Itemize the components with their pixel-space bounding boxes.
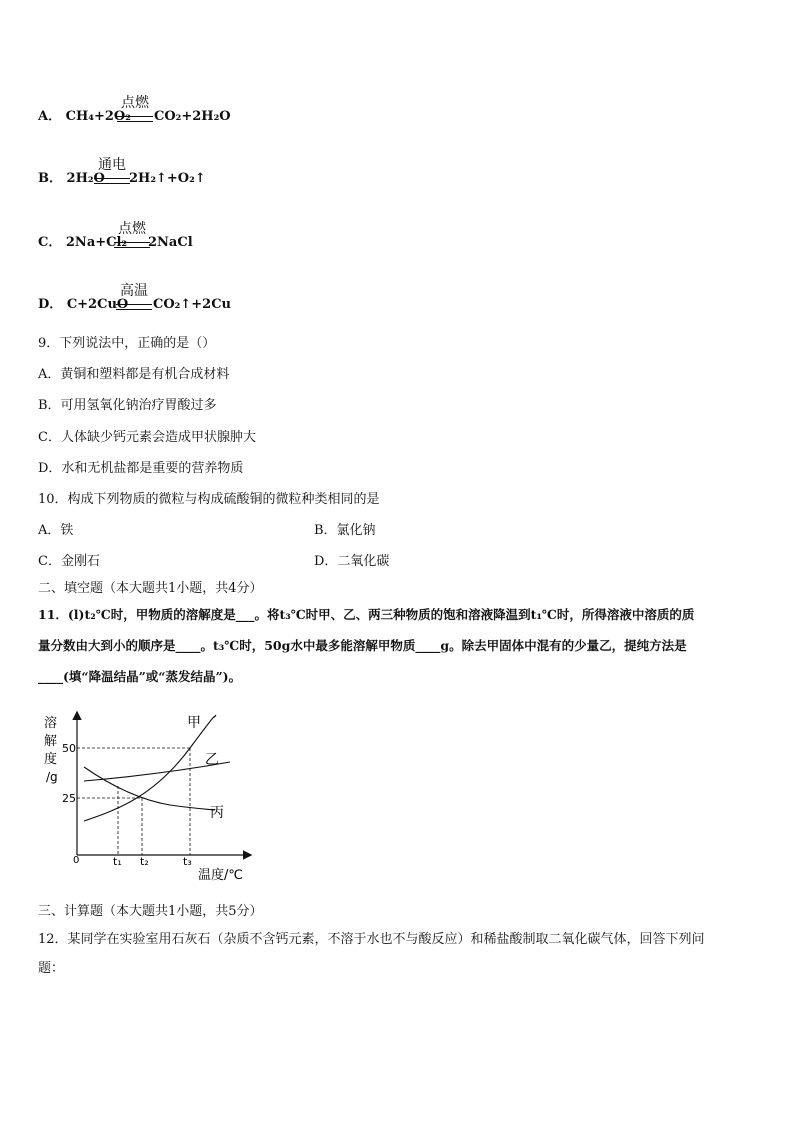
q10-option-a: A．铁: [38, 523, 74, 538]
equation-c-lhs: C． 2Na+Cl₂: [38, 235, 128, 250]
section-heading-calculation: 三、计算题（本大题共1小题，共5分）: [38, 904, 263, 919]
x-tick-t3: t₃: [183, 855, 192, 868]
q9-option-b: B．可用氢氧化钠治疗胃酸过多: [38, 398, 217, 413]
equation-a: [38, 78, 238, 124]
reaction-condition: 点燃: [121, 95, 149, 111]
x-axis-label: 温度/℃: [198, 868, 243, 883]
reaction-condition: 高温: [120, 283, 148, 299]
y-axis-label-4: /g: [46, 770, 58, 784]
equation-a-rhs: CO₂+2H₂O: [154, 109, 231, 124]
y-tick-50: 50: [62, 742, 76, 755]
series-label-yi: 乙: [205, 752, 219, 768]
reaction-condition: 通电: [98, 157, 126, 173]
q10-stem: 10．构成下列物质的微粒与构成硫酸铜的微粒种类相同的是: [38, 492, 380, 507]
equation-d-rhs: CO₂↑+2Cu: [153, 297, 231, 312]
series-label-bing: 丙: [210, 805, 224, 821]
section-heading-fill-blank: 二、填空题（本大题共1小题，共4分）: [38, 581, 263, 596]
series-line-bing: [84, 767, 215, 810]
q12-line1: 12．某同学在实验室用石灰石（杂质不含钙元素，不溶于水也不与酸反应）和稀盐酸制取二氧化碳气体，回答下列问: [38, 932, 705, 947]
x-tick-t1: t₁: [113, 855, 122, 868]
y-axis-label-2: 解: [44, 734, 58, 749]
y-axis-label-1: 溶: [44, 716, 58, 731]
reaction-arrow: [117, 92, 153, 122]
x-tick-t2: t₂: [140, 855, 149, 868]
equation-b-rhs: 2H₂↑+O₂↑: [129, 171, 206, 186]
equation-d-lhs: D． C+2CuO: [38, 297, 129, 312]
q9-option-a: A．黄铜和塑料都是有机合成材料: [38, 367, 230, 382]
reaction-arrow: [94, 154, 130, 184]
y-tick-25: 25: [62, 792, 76, 805]
q10-option-d: D．二氧化碳: [314, 554, 390, 569]
equation-a-lhs: A． CH₄+2O₂: [38, 109, 131, 124]
equation-c: [38, 204, 238, 250]
equation-c-rhs: 2NaCl: [148, 235, 193, 250]
q11-line2: 量分数由大到小的顺序是____。t₃℃时，50g水中最多能溶解甲物质____g。除去甲固体中混有的少量乙，提纯方法是: [38, 638, 687, 653]
q10-option-b: B．氯化钠: [314, 523, 376, 538]
q12-line2: 题：: [38, 961, 65, 976]
guide-lines: [77, 748, 190, 855]
equation-b: [38, 140, 238, 186]
solubility-chart: [40, 705, 260, 885]
q11-line3: ____(填“降温结晶”或“蒸发结晶”)。: [38, 669, 242, 684]
reaction-condition: 点燃: [118, 221, 146, 237]
q9-option-c: C．人体缺少钙元素会造成甲状腺肿大: [38, 430, 256, 445]
series-label-jia: 甲: [187, 715, 201, 731]
y-axis-label-3: 度: [44, 752, 58, 767]
equation-b-lhs: B． 2H₂O: [38, 171, 105, 186]
q10-option-c: C．金刚石: [38, 554, 100, 569]
origin-label: 0: [73, 855, 80, 866]
equation-d: [38, 266, 258, 312]
reaction-arrow: [116, 280, 152, 310]
reaction-arrow: [114, 218, 150, 248]
q9-option-d: D．水和无机盐都是重要的营养物质: [38, 461, 244, 476]
q9-stem: 9．下列说法中，正确的是（）: [38, 336, 216, 351]
q11-line1: 11．(l)t₂℃时，甲物质的溶解度是___。将t₃℃时甲、乙、两三种物质的饱和溶液降温到t₁℃时，所得溶液中溶质的质: [38, 607, 695, 622]
